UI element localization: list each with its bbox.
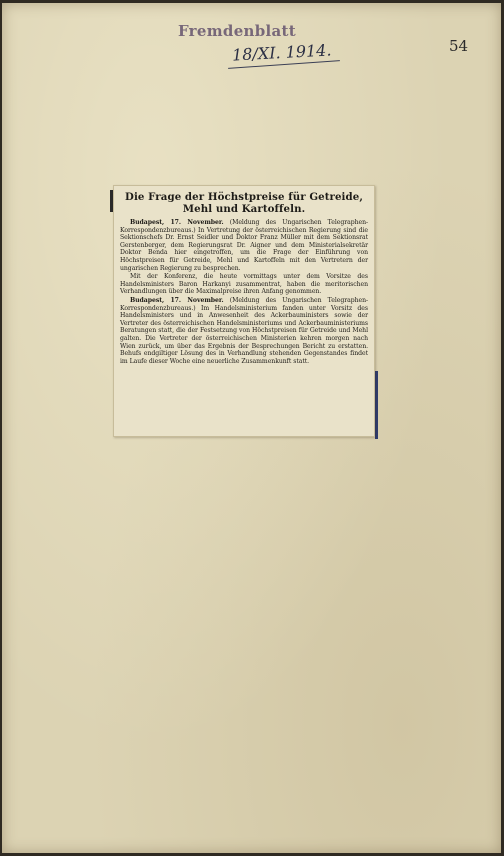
paragraph-text: Mit der Konferenz, die heute vormittags unter dem Vorsitze des Handelsministers Baron Harkanyi zusammentrat, haben die meritorischen Verhandlungen über die Maximalpreise ihren Anfang genommen. (120, 273, 368, 296)
paragraph-text: (Meldung des Ungarischen Telegraphen-Korrespondenzbureaus.) Im Handelsministerium fanden unter Vorsitz des Handelsministers und in Anwesenheit des Ackerbauministers sowie der Vertreter des österreichischen Handelsministeriums und Ackerbauministeriums Beratungen statt, die der Festsetzung von Höchstpreisen für Getreide und Mehl galten. Die Vertreter der österreichischen Ministerien kehren morgen nach Wien zurück, um über das Ergebnis der Besprechungen Bericht zu erstatten. Behufs endgiltiger Lösung des in Verhandlung stehenden Gegenstandes findet im Laufe dieser Woche eine neuerliche Zusammenkunft statt. (120, 296, 369, 365)
newspaper-stamp: Fremdenblatt (178, 22, 297, 40)
article-headline: Die Frage der Höchstpreise für Getreide, Mehl und Kartoffeln. (125, 191, 363, 215)
article-paragraph-3 (120, 297, 368, 365)
newspaper-clipping (113, 185, 375, 437)
article-paragraph-2 (120, 273, 368, 296)
archive-sheet (2, 3, 501, 853)
article-paragraph-1 (120, 219, 368, 272)
handwritten-date: 18/XI. 1914. (231, 40, 332, 65)
paragraph-text: (Meldung des Ungarischen Telegraphen-Korrespondenzbureaus.) In Vertretung der österreichischen Regierung sind die Sektionschefs Dr. Ernst Seidler und Doktor Franz Müller mit dem Sektionsrat Gerstenberger, dem Regierungsrat Dr. Aigner und dem Ministerialsekretär Doktor Benda hier eingetroffen, um die Frage der Einführung von Höchstpreisen für Getreide, Mehl und Kartoffeln mit den Vertretern der ungarischen Regierung zu besprechen. (120, 219, 369, 272)
dateline: Budapest, 17. November. (130, 219, 224, 226)
page-number: 54 (449, 37, 469, 55)
clipping-marker-right (375, 371, 378, 439)
dateline: Budapest, 17. November. (130, 296, 224, 304)
